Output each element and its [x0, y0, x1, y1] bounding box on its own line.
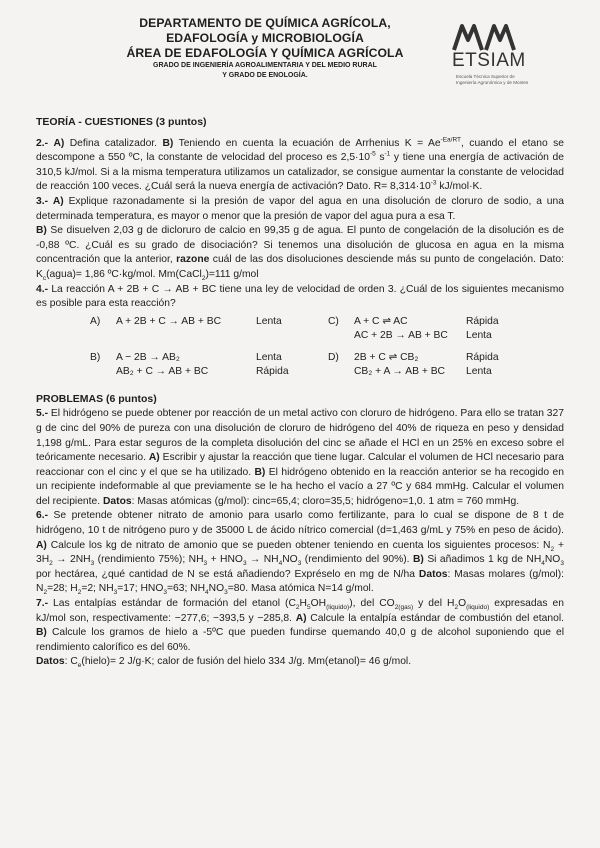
problems-title: PROBLEMAS (6 puntos)	[36, 392, 157, 405]
p6-data-text: =63; NH	[166, 583, 206, 595]
opt-step: AC + 2B → AB + BC	[354, 330, 448, 342]
opt-label: D)	[328, 351, 339, 363]
q3-b-text-4: )=111 g/mol	[205, 268, 259, 280]
sub: 4	[278, 560, 283, 568]
p6-data-text: : Masas molares (g/mol): N	[36, 568, 564, 595]
q3-sub-c: c	[42, 274, 47, 282]
p7-text: H	[299, 598, 307, 610]
p6-a-text: NO	[282, 554, 298, 566]
sub: 4	[541, 560, 545, 568]
p7-text: Las entalpías estándar de formación del etanol (C	[53, 598, 296, 610]
p5-a-text: Escribir y ajustar la reacción que tiene lugar. Calcular el volumen de HCl necesario para reaccionar con el cinc y el que se ha utilizado.	[36, 452, 564, 478]
sub: 3	[560, 560, 564, 568]
q2-b-text-4: y tiene una energía de activación de 310,5 kJ/mol. Si a la misma temperatura utilizamos un catalizador, se consigue aumentar la constante de velocidad de reacción 100 veces. ¿Cuál será la nueva energía de activación? Dato. R= 8,314·10	[36, 152, 564, 193]
sub: 2	[49, 560, 53, 568]
p6-a-text: Calcule los kg de nitrato de amonio que se pueden obtener teniendo en cuenta los siguientes procesos: N	[50, 539, 551, 551]
p5-num: 5.-	[36, 408, 49, 420]
opt-speed: Rápida	[466, 351, 499, 363]
p7-text: y del H	[413, 598, 455, 610]
p6-a-text: + 3H	[36, 539, 564, 566]
department-header	[70, 16, 460, 80]
q2-exponent-3: -1	[384, 150, 391, 158]
p6-b-text: por hectárea, ¿qué cantidad de N se está añadiendo? Expréselo en mg de N/ha	[36, 568, 415, 580]
q3-sub-2: 2	[201, 274, 206, 282]
sub: 3	[242, 560, 247, 568]
p5-a-label: A)	[148, 452, 160, 464]
p5-text: El hidrógeno se puede obtener por reacción de un metal activo con cloruro de hidrógeno. Para ello se tratan 327 g de cinc del 90% de pureza con una disolución de cloruro de hidrógeno del 40% de riqueza en peso y densidad 1,198 g/mL. Para estar seguros de la completa disolución del cinc se añade el HCl en un 25% en exceso sobre el teóricamente necesario.	[36, 408, 564, 464]
p5-b-text: El hidrógeno obtenido en la reacción anterior se ha recogido en un recipiente indeformable al que previamente se le ha hecho el vacío a 27 ºC y 684 mmHg. Calcular el volumen del recipiente.	[36, 466, 564, 507]
question-2	[36, 137, 564, 195]
opt-step: CB₂ + A → AB + BC	[354, 366, 445, 378]
q2-b-text-5: kJ/mol·K.	[436, 181, 483, 193]
p5-data-label: Datos	[102, 495, 132, 507]
p6-b-text: Si añadimos 1 kg de NH	[427, 554, 542, 566]
opt-speed: Rápida	[256, 366, 289, 378]
p7-a-label: A)	[295, 612, 307, 624]
opt-label: A)	[90, 315, 101, 327]
p7-b-text: Calcule los gramos de hielo a -5ºC que pueden fundirse quemando 40,0 g de alcohol suponiendo que el rendimiento calorífico es del 60%.	[36, 627, 564, 653]
sub: 3	[224, 589, 228, 597]
q2-exponent-2: -5	[369, 150, 376, 158]
q3-b-text: Se disuelven 2,03 g de dicloruro de calcio en 99,35 g de agua. El punto de congelación de la disolución es de -0,88 ºC. ¿Cuál es su grado de disociación? Si tenemos una disolución de glucosa en agua en la misma concentración que la anterior,	[36, 225, 564, 266]
p7-a-text: Calcule la entalpía estándar de combustión del etanol.	[310, 612, 564, 624]
header-line-3: ÁREA DE EDAFOLOGÍA Y QUÍMICA AGRÍCOLA	[126, 46, 404, 60]
p6-data-text: NO	[208, 583, 225, 595]
p6-b-text: NO	[544, 554, 561, 566]
p7-data-text: : C	[64, 656, 78, 668]
opt-speed: Lenta	[256, 351, 282, 363]
p6-b-label: B)	[412, 554, 424, 566]
sub: 3	[163, 589, 167, 597]
opt-label	[328, 329, 354, 344]
q2-b-label: B)	[162, 137, 174, 149]
p6-a-text: + HNO	[207, 554, 243, 566]
problem-7	[36, 597, 564, 655]
p6-data-label: Datos	[418, 568, 448, 580]
p7-data-text: (hielo)= 2 J/g·K; calor de fusión del hielo 334 J/g. Mm(etanol)= 46 g/mol.	[81, 656, 412, 668]
p6-a-text: (rendimiento 75%); NH	[94, 554, 204, 566]
sub: 4	[205, 589, 209, 597]
p6-data-text: =28; H	[47, 583, 78, 595]
p7-text: expresadas en kJ/mol son, respectivamente: −277,6; −393,5 y −285,8.	[36, 598, 564, 624]
q2-a-label: A)	[53, 137, 65, 149]
sub: 3	[203, 560, 208, 568]
opt-label: C)	[328, 315, 339, 327]
header-line-4: GRADO DE INGENIERÍA AGROALIMENTARIA Y DEL MEDIO RURAL	[153, 62, 377, 69]
problem-6	[36, 509, 564, 597]
p7-data-label: Datos	[36, 656, 65, 668]
opt-speed: Rápida	[466, 315, 499, 327]
q3-a-label: A)	[52, 195, 64, 207]
problem-7-data	[36, 655, 564, 670]
header-line-5: Y GRADO DE ENOLOGÍA.	[222, 71, 308, 79]
question-3-a	[36, 195, 564, 224]
sub: 2(gas)	[394, 604, 414, 612]
header-line-2: EDAFOLOGÍA y MICROBIOLOGÍA	[166, 31, 364, 45]
opt-step: A + 2B + C → AB + BC	[116, 315, 222, 327]
opt-label	[90, 365, 116, 380]
opt-speed: Lenta	[256, 315, 282, 327]
p5-b-label: B)	[254, 466, 266, 478]
q2-b-text-3: s	[375, 152, 385, 164]
p6-data-text: =2; NH	[81, 583, 114, 595]
opt-step: AB₂ + C → AB + BC	[116, 366, 209, 378]
q2-num: 2.-	[36, 137, 49, 149]
p6-text: Se pretende obtener nitrato de amonio para usarlo como fertilizante, para lo cual se dispone de 8 t de hidrógeno, 10 t de nitrógeno puro y de 35000 L de ácido nítrico comercial (d=1,463 g/mL y 75% en peso de ácido).	[36, 510, 564, 537]
sub: e	[77, 662, 82, 670]
opt-speed: Lenta	[466, 330, 492, 342]
q4-options	[90, 315, 564, 380]
q2-a-text: Defina catalizador.	[69, 137, 158, 149]
p7-text: ), del CO	[349, 598, 395, 610]
q3-a-text: Explique razonadamente si la presión de vapor del agua en una disolución de cloruro de sodio, a una determinada temperatura, es mayor o menor que la presión de vapor del agua pura a esa T.	[36, 195, 564, 222]
q3-b-text-3: (agua)= 1,86 ºC·kg/mol. Mm(CaCl	[46, 268, 202, 280]
etsiam-logo	[450, 22, 532, 94]
q3-b-text-2: cuál de las dos disoluciones desciende más su punto de congelación. Dato: K	[36, 254, 565, 280]
opt-step	[116, 329, 256, 344]
q2-exponent: -Ea/RT	[440, 136, 462, 144]
q2-b-text-2: , cuando el etano se descompone a 550 ºC, la constante de velocidad del proceso es 2,5·10	[36, 137, 564, 164]
question-3-b	[36, 224, 564, 282]
question-4	[36, 283, 564, 312]
q3-b-label: B)	[36, 225, 47, 237]
opt-speed: Lenta	[466, 366, 492, 378]
sub: (liquido)	[326, 604, 350, 612]
logo-brand: ETSIAM	[452, 50, 526, 71]
sub: 2	[295, 604, 300, 612]
q4-text: La reacción A + 2B + C → AB + BC tiene una ley de velocidad de orden 3. ¿Cuál de los siguientes mecanismo es posible para esta reacción?	[36, 283, 564, 310]
p7-text: O	[458, 598, 467, 610]
p5-data-text: : Masas atómicas (g/mol): cinc=65,4; cloro=35,5; hidrógeno=1,0. 1 atm = 760 mmHg.	[131, 495, 520, 507]
p6-a-label: A)	[36, 539, 47, 551]
opt-label	[90, 329, 116, 344]
opt-speed	[256, 329, 328, 344]
exam-content	[36, 115, 564, 670]
opt-step: A − 2B → AB₂	[116, 351, 180, 363]
theory-title: TEORÍA - CUESTIONES (3 puntos)	[36, 116, 207, 128]
q3-b-bold: razone	[176, 254, 210, 266]
logo-mark-icon	[450, 22, 520, 52]
opt-label	[328, 365, 354, 380]
q2-b-text: Teniendo en cuenta la ecuación de Arrhenius K = Ae	[178, 137, 441, 149]
p7-b-label: B)	[36, 627, 47, 639]
sub: 5	[306, 604, 311, 612]
opt-step: 2B + C ⇌ CB₂	[354, 351, 419, 363]
header-line-1: DEPARTAMENTO DE QUÍMICA AGRÍCOLA,	[139, 16, 391, 30]
sub: 3	[90, 560, 95, 568]
p6-num: 6.-	[36, 510, 49, 522]
q4-num: 4.-	[36, 283, 49, 295]
opt-label: B)	[90, 351, 101, 363]
p7-text: OH	[310, 598, 327, 610]
sub: 3	[297, 560, 302, 568]
p7-num: 7.-	[36, 598, 49, 610]
sub: 3	[113, 589, 118, 597]
sub: 2	[77, 589, 82, 597]
sub: 2	[43, 589, 48, 597]
q3-num: 3.-	[36, 195, 49, 207]
p6-a-text: → NH	[246, 554, 279, 566]
sub: (liquido)	[466, 604, 490, 612]
p6-data-text: =17; HNO	[117, 583, 164, 595]
p6-a-text: → 2NH	[52, 554, 91, 566]
opt-step: A + C ⇌ AC	[354, 315, 408, 327]
sub: 2	[454, 604, 459, 612]
problem-5	[36, 407, 564, 509]
p6-data-text: =80. Masa atómica N=14 g/mol.	[227, 583, 374, 595]
sub: 2	[550, 545, 555, 553]
q2-exponent-4: -3	[430, 179, 437, 187]
logo-subtitle: Escuela Técnica Superior de Ingeniería Agronómica y de Montes	[456, 74, 529, 85]
p6-a-text: (rendimiento del 90%).	[301, 554, 410, 566]
